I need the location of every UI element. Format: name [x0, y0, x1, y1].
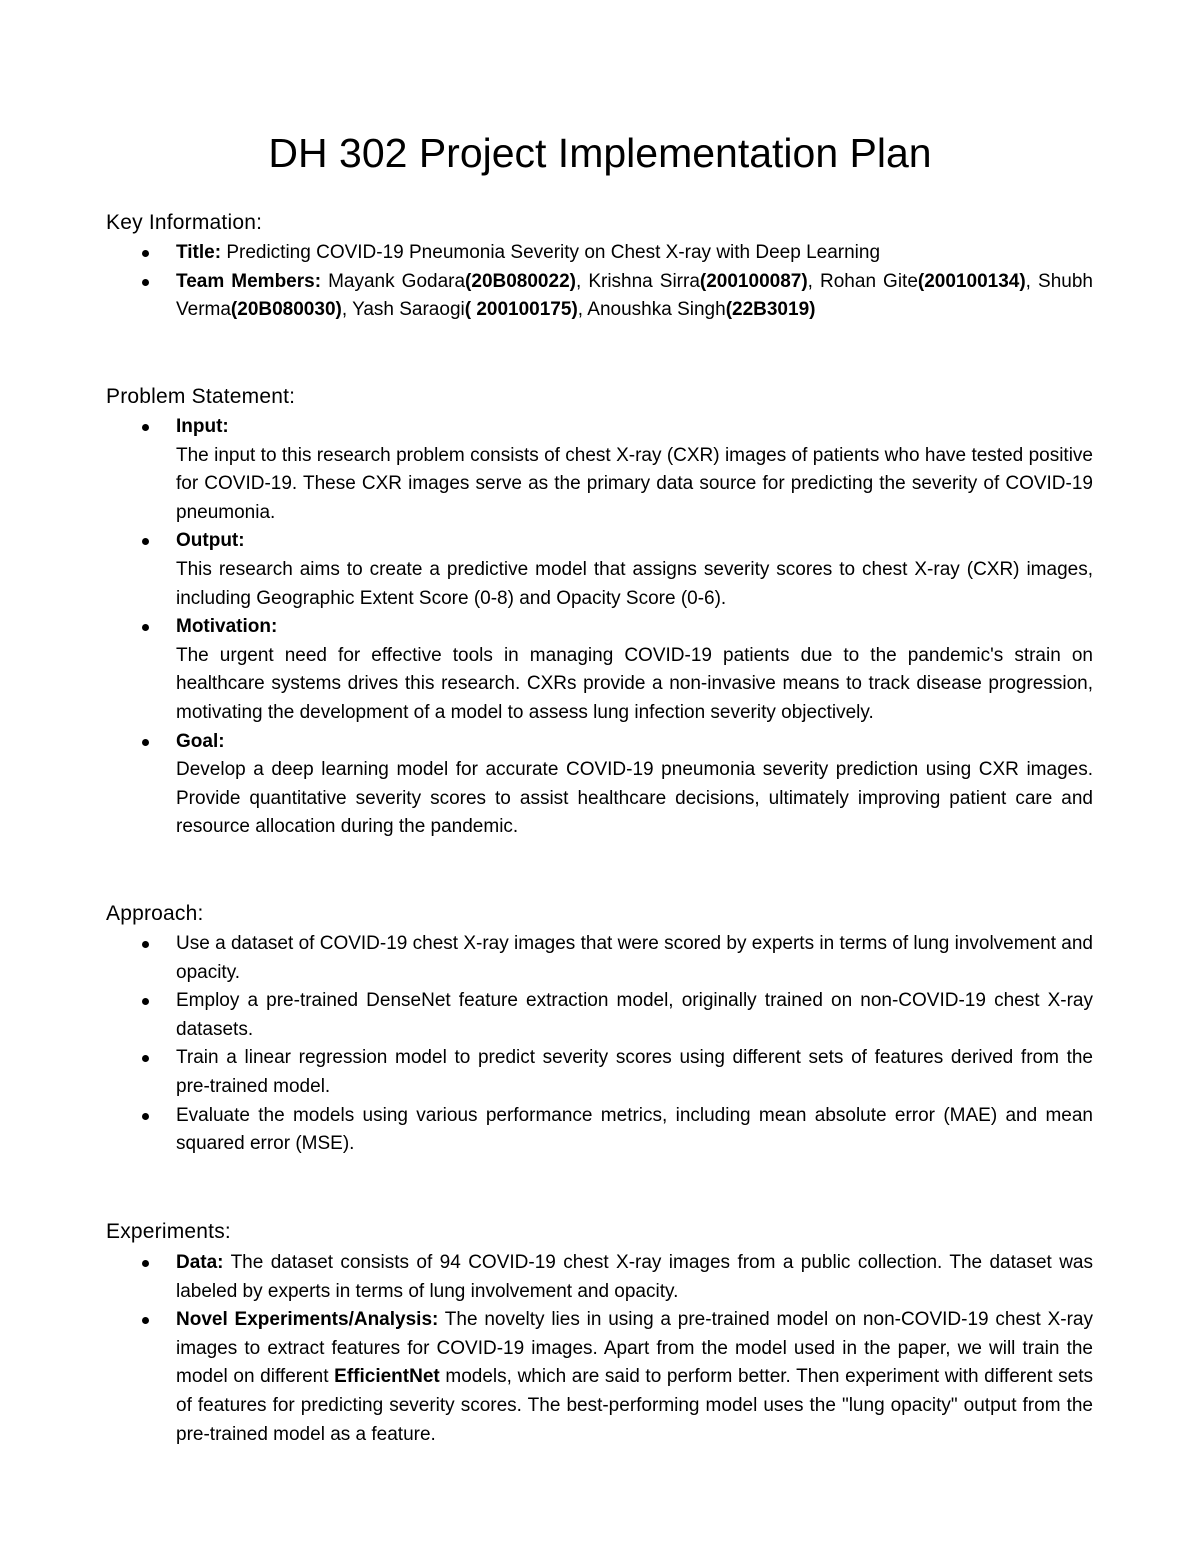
list-item-title [106, 239, 1093, 268]
motivation-label: Motivation: [176, 616, 278, 638]
member-id: (22B3019) [725, 299, 816, 321]
data-label: Data: [176, 1252, 224, 1273]
member-name: Rohan Gite [820, 270, 918, 292]
team-members-label: Team Members: [176, 270, 322, 292]
input-label: Input: [176, 416, 229, 437]
list-item: Employ a pre-trained DenseNet feature extraction model, originally trained on non-COVID-19 chest X-ray datasets. [106, 987, 1093, 1044]
list-item: Evaluate the models using various performance metrics, including mean absolute error (MAE) and mean squared error (MSE). [106, 1102, 1093, 1159]
novel-experiments-label: Novel Experiments/Analysis: [176, 1309, 439, 1331]
bullet-icon [142, 1055, 149, 1062]
bullet-icon [142, 250, 149, 257]
bullet-icon [142, 1317, 149, 1324]
member-id: (20B080022) [465, 270, 576, 292]
motivation-text: The urgent need for effective tools in managing COVID-19 patients due to the pandemic's strain on healthcare systems drives this research. CXRs provide a non-invasive means to track disease progression, motivating the development of a model to assess lung infection severity objectively. [176, 644, 1093, 723]
page-title: DH 302 Project Implementation Plan [268, 130, 932, 176]
bullet-icon [142, 279, 149, 286]
member-name: Krishna Sirra [588, 270, 700, 292]
list-item-data [106, 1249, 1093, 1306]
goal-label: Goal: [176, 730, 225, 752]
key-information-heading: Key Information: [106, 211, 263, 234]
bullet-icon [142, 941, 149, 948]
list-item-input [106, 413, 1093, 527]
data-text: The dataset consists of 94 COVID-19 chest X-ray images from a public collection. The dataset was labeled by experts in terms of lung involvement and opacity. [176, 1252, 1093, 1302]
member-id: (200100087) [699, 270, 808, 292]
list-item-motivation [106, 613, 1093, 727]
key-information-list [106, 239, 1093, 325]
member-name: Mayank Godara [321, 270, 466, 292]
bullet-icon [142, 739, 149, 746]
title-value: Predicting COVID-19 Pneumonia Severity on Chest X-ray with Deep Learning [221, 242, 881, 263]
member-name: Shubh Verma [176, 270, 1093, 321]
problem-statement-list [106, 413, 1093, 842]
member-name: Yash Saraogi [352, 299, 465, 321]
experiments-list [106, 1249, 1093, 1449]
list-item-team-members: Team Members: Mayank Godara(20B080022), Krishna Sirra(200100087), Rohan Gite(200100134), Shubh Verma(20B080030), Yash Saraogi( 200100175), Anoushka Singh(22B3019) [106, 268, 1093, 325]
input-text: The input to this research problem consists of chest X-ray (CXR) images of patients who have tested positive for COVID-19. These CXR images serve as the primary data source for predicting the severity of COVID-19 pneumonia. [176, 444, 1093, 523]
member-id: ( 200100175) [464, 299, 578, 321]
list-item-goal [106, 728, 1093, 842]
member-id: (20B080030) [230, 299, 342, 321]
list-item-novel-experiments: Novel Experiments/Analysis: The novelty lies in using a pre-trained model on non-COVID-19 chest X-ray images to extract features for COVID-19 images. Apart from the model used in the paper, we will train the model on different EfficientNet models, which are said to perform better. Then experiment with different sets of features for predicting severity scores. The best-performing model uses the "lung opacity" output from the pre-trained model as a feature. [106, 1306, 1093, 1449]
bullet-icon [142, 624, 149, 631]
member-name: Anoushka Singh [587, 299, 726, 321]
member-id: (200100134) [917, 270, 1026, 292]
output-label: Output: [176, 530, 245, 552]
experiments-heading: Experiments: [106, 1220, 231, 1243]
goal-text: Develop a deep learning model for accurate COVID-19 pneumonia severity prediction using CXR images. Provide quantitative severity scores to assist healthcare decisions, ultimately improving patient care and resource allocation during the pandemic. [176, 759, 1093, 838]
list-item: Use a dataset of COVID-19 chest X-ray images that were scored by experts in terms of lung involvement and opacity. [106, 930, 1093, 987]
efficientnet-term: EfficientNet [334, 1366, 440, 1388]
list-item-output [106, 527, 1093, 613]
bullet-icon [142, 1260, 149, 1267]
output-text: This research aims to create a predictive model that assigns severity scores to chest X-ray (CXR) images, including Geographic Extent Score (0-8) and Opacity Score (0-6). [176, 558, 1093, 609]
list-item: Train a linear regression model to predict severity scores using different sets of features derived from the pre-trained model. [106, 1044, 1093, 1101]
approach-list [106, 930, 1093, 1159]
bullet-icon [142, 424, 149, 431]
bullet-icon [142, 538, 149, 545]
bullet-icon [142, 1113, 149, 1120]
title-label: Title: [176, 242, 222, 263]
approach-heading: Approach: [106, 902, 204, 925]
problem-statement-heading: Problem Statement: [106, 385, 296, 408]
bullet-icon [142, 998, 149, 1005]
